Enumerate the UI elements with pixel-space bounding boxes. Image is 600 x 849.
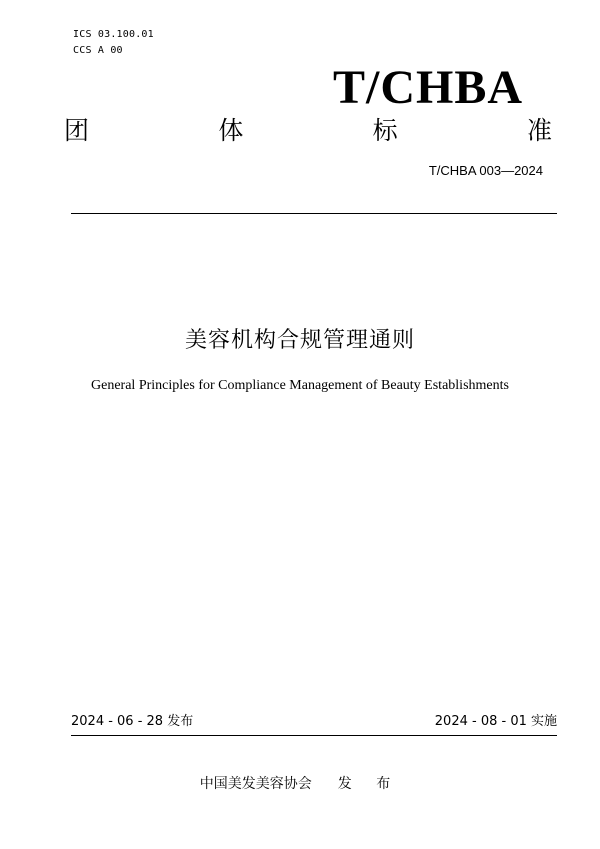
title-chinese: 美容机构合规管理通则 bbox=[184, 328, 415, 353]
standard-type-char: 团 bbox=[64, 116, 90, 145]
organization-code-logo: T/CHBA bbox=[332, 61, 523, 114]
bottom-divider bbox=[71, 735, 557, 736]
issuer-name: 中国美发美容协会 bbox=[199, 776, 312, 792]
ccs-code: CCS A 00 bbox=[73, 45, 123, 56]
ics-code: ICS 03.100.01 bbox=[73, 29, 154, 40]
implement-date: 2024 - 08 - 01 实施 bbox=[434, 714, 557, 729]
title-english: General Principles for Compliance Management of Beauty Establishments bbox=[91, 378, 509, 393]
standard-type-char: 标 bbox=[372, 116, 398, 145]
standard-type-char: 体 bbox=[218, 116, 244, 145]
top-divider bbox=[71, 213, 557, 214]
standard-number: T/CHBA 003—2024 bbox=[428, 163, 543, 178]
issue-action: 发 布 bbox=[337, 776, 401, 792]
issuer-line bbox=[0, 775, 600, 793]
publish-date: 2024 - 06 - 28 发布 bbox=[71, 714, 194, 729]
standard-type-heading bbox=[64, 116, 552, 146]
standard-type-char: 准 bbox=[526, 116, 552, 145]
